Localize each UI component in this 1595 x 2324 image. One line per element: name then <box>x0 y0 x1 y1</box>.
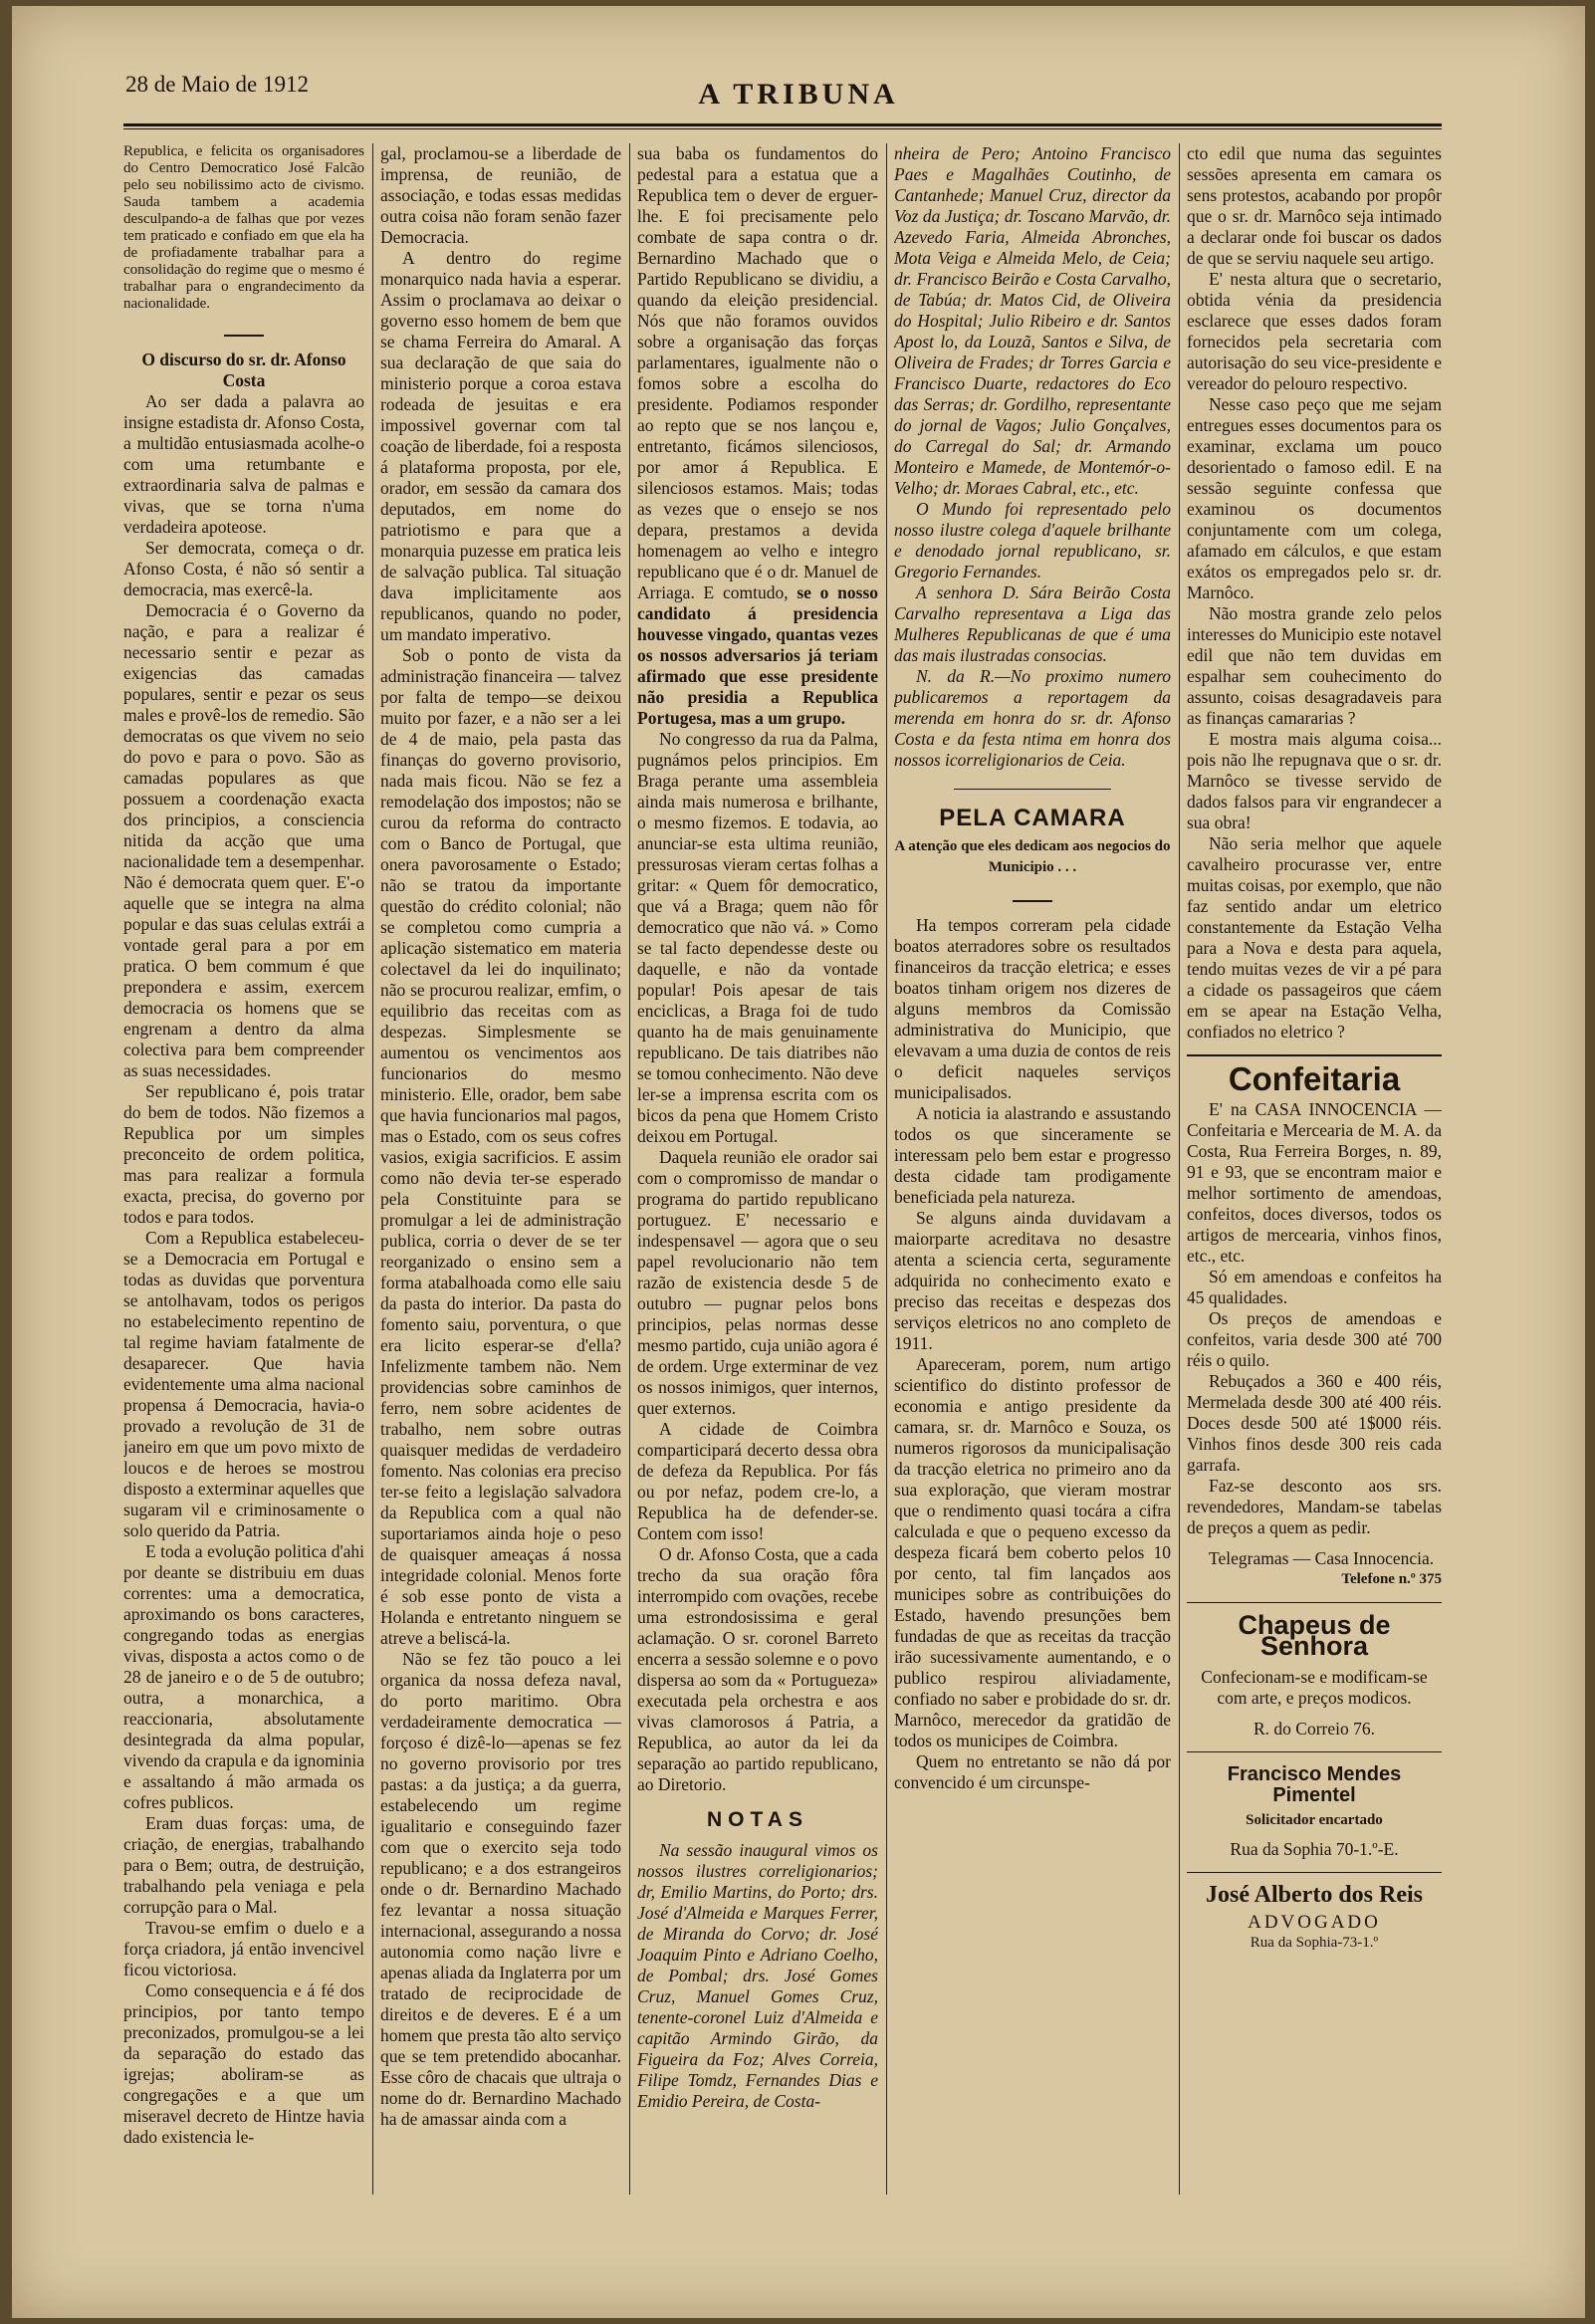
article-paragraph: E toda a evolução politica d'ahi por deante se distribuiu em duas correntes: uma a democratica, aproximando os bons caracteres, congregando todas as energias vivas, disposta a actos como o de 28 de janeiro e o de 5 de outubro; outra, a monarchica, a reaccionaria, absolutamente desintegrada da alma popular, vivendo da crapula e da ignominia e assaltando á mão armada os cofres publicos. <box>123 1541 364 1812</box>
section-title-pela-camara: PELA CAMARA <box>939 805 1126 831</box>
section-subtitle: A atenção que eles dedicam aos negocios do Municipio . . . <box>894 838 1171 875</box>
ornament-divider <box>894 886 1171 907</box>
divider <box>954 789 1111 790</box>
column-1 <box>123 143 364 2195</box>
article-paragraph: A noticia ia alastrando e assustando todos os que sinceramente se interessam pelo bem estar e progresso desta cidade tam prodigamente beneficiada pela natureza. <box>894 1103 1171 1207</box>
article-paragraph: gal, proclamou-se a liberdade de imprensa, de reunião, de associação, e todas essas medidas outra coisa não foram senão fazer Democracia. <box>380 143 621 247</box>
article-paragraph: E' nesta altura que o secretario, obtida vénia da presidencia esclarece que esses dados foram fornecidos pela secretaria com autorisação do seu vice-presidente e vereador do pelouro respectivo. <box>1187 269 1442 393</box>
ornament-divider <box>123 321 364 342</box>
ad-title-chapeus: Chapeus de Senhora <box>1238 1610 1391 1661</box>
article-text: sua baba os fundamentos do pedestal para a estatua que a Republica tem o dever de erguer-lhe. E foi precisamente pelo combate de sapa contra o dr. Bernardino Machado que o Partido Republicano se dividiu, a quando da eleição presidencial. Nós que não foramos ouvidos sobre a organisação das forças parlamentares, igualmente não o fomos sobre a escolha do presidente. Podiamos responder ao repto que se nos lançou e, entretanto, ficámos silenciosos, por amor á Republica. E silenciosos estamos. Mais; todas as vezes que o ensejo se nos depara, prestamos a devida homenagem ao velho e integro republicano que é o dr. Manuel de Arriaga. E comtudo, <box>637 143 878 602</box>
article-paragraph: A cidade de Coimbra comparticipará decerto dessa obra de defeza da Republica. Por fás ou por nefaz, podem cre-lo, a Republica ha de defender-se. Contem com isso! <box>637 1419 878 1543</box>
ad-address: Rua da Sophia 70-1.º-E. <box>1230 1839 1399 1859</box>
article-paragraph: Ser republicano é, pois tratar do bem de todos. Não fizemos a Republica por um simples preconceito de ordem politica, mas para realizar a formula exacta, precisa, do governo por todos e para todos. <box>123 1081 364 1227</box>
section-heading: O discurso do sr. dr. Afonso Costa <box>141 349 346 390</box>
ad-phone: Telefone n.º 375 <box>1341 1571 1442 1587</box>
ad-paragraph: Só em amendoas e confeitos ha 45 qualidades. <box>1187 1267 1442 1307</box>
ad-title-confeitaria: Confeitaria <box>1228 1060 1401 1097</box>
notes-paragraph: A senhora D. Sára Beirão Costa Carvalho representava a Liga das Mulheres Republicanas de que é uma das mais ilustradas consocias. <box>894 582 1171 665</box>
issue-date: 28 de Maio de 1912 <box>125 72 309 97</box>
column-rule <box>886 143 887 2195</box>
column-rule <box>629 143 630 2195</box>
divider <box>1187 1602 1442 1603</box>
ad-name-reis: José Alberto dos Reis <box>1206 1882 1423 1908</box>
ad-telegram: Telegramas — Casa Innocencia. <box>1209 1548 1435 1568</box>
article-paragraph: E mostra mais alguma coisa... pois não lhe repugnava que o sr. dr. Marnôco se tivesse servido de dados falsos para vir engrandecer a sua obra! <box>1187 729 1442 832</box>
notes-paragraph: Na sessão inaugural vimos os nossos ilustres correligionarios; dr, Emilio Martins, do Porto; drs. José d'Almeida e Marques Ferrer, de Miranda do Corvo; dr. José Joaquim Pinto e Adriano Coelho, de Pombal; drs. José Gomes Cruz, Manuel Gomes Cruz, tenente-coronel Luiz d'Almeida e capitão Armindo Girão, da Figueira da Foz; Alves Correia, Filipe Tomdz, Fernandes Dias e Emidio Pereira, de Costa- <box>637 1840 878 2111</box>
article-paragraph: Travou-se emfim o duelo e a força criadora, já então invencivel ficou victoriosa. <box>123 1918 364 1979</box>
article-paragraph: Ao ser dada a palavra ao insigne estadista dr. Afonso Costa, a multidão entusiasmada acolhe-o com uma retumbante e extraordinaria salva de palmas e vivas, que se torna n'uma verdadeira apoteose. <box>123 391 364 537</box>
divider <box>1187 1872 1442 1873</box>
emphasis-text: se o nosso candidato á presidencia houvesse vingado, quantas vezes os nossos adversarios já teriam afirmado que esse presidente não presidia a Republica Portugesa, mas a um grupo. <box>637 582 878 728</box>
article-paragraph: Republica, e felicita os organisadores do Centro Democratico José Falcão pelo seu nobilissimo acto de civismo. Sauda tambem a academia desculpando-a de falhas que por vezes tem praticado e confiado em que ela ha de profiadamente trabalhar para a consolidação do regime que o mesmo é trabalhar para o engrandecimento da nacionalidade. <box>123 143 364 312</box>
divider <box>1187 1054 1442 1056</box>
ad-address: R. do Correio 76. <box>1253 1719 1375 1739</box>
article-paragraph: No congresso da rua da Palma, pugnámos pelos principios. Em Braga perante uma assembleia ainda mais numerosa e brilhante, o mesmo fizemos. E todavia, ao anunciar-se esta ultima reunião, pressurosas vieram certas folhas a gritar: « Quem fôr democratico, que vá a Braga; quem não fôr democratico que não vá. » Como se tal facto dependesse deste ou daquelle, e não da vontade popular! Pois apesar de tais enciclicas, a Braga foi de tudo quanto ha de mais genuinamente republicano. De tais diatribes não se tomou conhecimento. Não deve ler-se a imprensa escrita com os bicos da pena que Homem Cristo deixou em Portugal. <box>637 729 878 1146</box>
ad-paragraph: Os preços de amendoas e confeitos, varia desde 300 até 700 réis o quilo. <box>1187 1308 1442 1370</box>
article-paragraph: Não se fez tão pouco a lei organica da nossa defeza naval, do porto maritimo. Obra verdadeiramente democratica — forçoso é dizê-lo—apenas se fez no governo provisorio por tres pastas: a da justiça; a da guerra, estabelecendo um regime igualitario e conseguindo fazer com que o exercito seja todo republicano; e a dos estrangeiros onde o dr. Bernardino Machado fez levantar a nossa situação internacional, assegurando a nossa autonomia como nação livre e apenas aliada da Inglaterra por um tratado de reciprocidade de direitos e de deveres. E é a um homem que presta tão alto serviço que se tem pretendido abocanhar. Esse côro de chacais que ultraja o nome do dr. Bernardino Machado ha de amassar ainda com a <box>380 1649 621 2129</box>
ad-role: Solicitador encartado <box>1246 1812 1383 1828</box>
article-paragraph: Nesse caso peço que me sejam entregues esses documentos para os examinar, exclama um pouco desorientado o famoso edil. E na sessão seguinte confessa que examinou os documentos conjuntamente com um colega, afamado em cálculos, e que estam exátos os empregados pelo sr. dr. Marnôco. <box>1187 394 1442 602</box>
article-paragraph: Daquela reunião ele orador sai com o compromisso de mandar o programa do partido republicano portuguez. E' necessario e indespensavel — agora que o seu papel revolucionario não tem razão de existencia desde 5 de outubro — pugnar pelos bons principios, pelas normas desse mesmo partido, cuja união agora é de ordem. Urge exterminar de vez os nossos inimigos, quer internos, quer externos. <box>637 1147 878 1418</box>
divider <box>1187 1751 1442 1752</box>
column-rule <box>1179 143 1180 2195</box>
ad-paragraph: Rebuçados a 360 e 400 réis, Mermelada desde 300 até 400 réis. Doces desde 500 até 1$000 réis. Vinhos finos desde 300 reis cada garrafa. <box>1187 1371 1442 1475</box>
article-paragraph: Eram duas forças: uma, de criação, de energias, trabalhando para o Bem; outra, de destruição, trabalhando pela veniaga e pela corrupção para o Mal. <box>123 1813 364 1917</box>
column-4 <box>894 143 1171 2195</box>
ad-paragraph: Confecionam-se e modificam-se com arte, e preços modicos. <box>1201 1667 1428 1708</box>
article-paragraph: cto edil que numa das seguintes sessões apresenta em camara os sens protestos, acabando por propôr que o sr. dr. Marnôco seja intimado a declarar onde foi buscar os dados de que se serviu naquele seu artigo. <box>1187 143 1442 268</box>
column-3 <box>637 143 878 2195</box>
article-paragraph: Se alguns ainda duvidavam a maiorparte acreditava no desastre atenta a sciencia certa, seguramente adquirida no conhecimento exato e preciso das receitas e despezas dos serviços eletricos no ano completo de 1911. <box>894 1208 1171 1353</box>
article-paragraph: Ha tempos correram pela cidade boatos aterradores sobre os resultados financeiros da tracção eletrica; e esses boatos tinham origem nos dizeres de alguns membros da Comissão administrativa do Municipio, que elevavam a uma duzia de contos de reis o deficit naqueles serviços municipalisados. <box>894 915 1171 1102</box>
article-paragraph: Não seria melhor que aquele cavalheiro procurasse ver, entre muitas coisas, por exemplo, que não faz sentido andar um eletrico constantemente da Estação Velha para a Nova e desta para aquela, tendo muitas vezes de vir a pé para a cidade os passageiros que cáem em se apear na Estação Velha, confiados no eletrico ? <box>1187 833 1442 1042</box>
article-paragraph: Apareceram, porem, num artigo scientifico do distinto professor de economia e antigo presidente da camara, sr. dr. Marnôco e Souza, os numeros rigorosos da municipalisação da tracção eletrica no primeiro ano da sua exploração, que vieram mostrar que o rendimento quasi tocára a cifra calculada e que o pequeno excesso da despeza ficará bem coberto pelos 10 por cento, tal fim lançados aos municipes sobre as contribuições do Estado, havendo presunções bem fundadas de que as receitas da tracção irão sucessivamente aumentando, e o publico respirou aliviadamente, confiado no saber e probidade do sr. dr. Marnôco, merecedor da gratidão de todos os municipes de Coimbra. <box>894 1354 1171 1750</box>
article-paragraph: Como consequencia e á fé dos principios, por tanto tempo preconizados, promulgou-se a lei da separação do estado das igrejas; aboliram-se as congregações e a que um miseravel decreto de Hintze havia dado existencia le- <box>123 1980 364 2147</box>
notes-paragraph: O Mundo foi representado pelo nosso ilustre colega d'aquele brilhante e denodado jornal republicano, sr. Gregorio Fernandes. <box>894 499 1171 581</box>
column-2 <box>380 143 621 2195</box>
article-paragraph: Ser democrata, começa o dr. Afonso Costa, é não só sentir a democracia, mas exercê-la. <box>123 538 364 599</box>
article-paragraph: O dr. Afonso Costa, que a cada trecho da sua oração fôra interrompido com ovações, recebe uma estrondosissima e geral aclamação. O sr. coronel Barreto encerra a sessão solemne e o povo dispersa ao som da « Portugueza» executada pela orchestra e aos vivas clamorosos á Patria, a Republica, ao autor da lei da separação ao partido republicano, ao Diretorio. <box>637 1544 878 1794</box>
ad-paragraph: E' na CASA INNOCENCIA —Confeitaria e Mercearia de M. A. da Costa, Rua Ferreira Borges, n. 89, 91 e 93, que se encontram maior e melhor sortimento de amendoas, confeitos, doces diversos, todos os artigos de mercearia, vinhos finos, etc., etc. <box>1187 1099 1442 1266</box>
article-paragraph: A dentro do regime monarquico nada havia a esperar. Assim o proclamava ao deixar o governo esso homem de bem que se chama Ferreira do Amaral. A sua declaração de que saia do ministerio porque a coroa estava rodeada de jesuitas e era impossivel governar com tal coação de liberdade, foi a resposta á plataforma proposta, por ele, orador, em sessão da camara dos deputados, em nome do patriotismo e para que a monarquia puzesse em pratica leis de salvação publica. Tal situação dava implicitamente aos republicanos, quando no poder, um mandato imperativo. <box>380 248 621 644</box>
article-paragraph <box>637 143 878 729</box>
article-paragraph: Democracia é o Governo da nação, e para a realizar é necessario sentir e pezar as exigencias das camadas populares, sentir e pezar os seus males e provê-los de remedio. São democratas os que vivem no seio do povo e para o povo. São as camadas populares as que possuem a coordenação exacta dos principios, a consciencia nitida da acção que uma nacionalidade tem a desempenhar. Não é democrata quem quer. E'-o aquelle que se integra na alma popular e das suas celulas extrái a vontade geral para a por em pratica. O bem commum é que prepondera e assim, exercem democracia os homens que se engrenam a dentro da alma colectiva para bem compreender as suas necessidades. <box>123 600 364 1080</box>
article-paragraph: Com a Republica estabeleceu-se a Democracia em Portugal e todas as duvidas que porventura se antolhavam, todos os perigos no estabelecimento repentino de tal regime haviam fatalmente de desaparecer. Que havia evidentemente uma alma nacional propensa á Democracia, havia-o provado a revolução de 31 de janeiro em que um povo mixto de loucos e de heroes se mostrou disposto a exterminar aquelles que sugaram vil e criminosamente o solo querido da Patria. <box>123 1228 364 1540</box>
article-paragraph: Não mostra grande zelo pelos interesses do Municipio este notavel edil que não tem duvidas em espalhar sem couhecimento do assunto, coisas desagradaveis para as finanças camararias ? <box>1187 603 1442 728</box>
ad-role: ADVOGADO <box>1248 1912 1381 1933</box>
column-5 <box>1187 143 1442 2195</box>
editor-note: N. da R.—No proximo numero publicaremos a reportagem da merenda em honra do sr. dr. Afonso Costa e da festa ntima em honra dos nossos icorreligionarios de Ceia. <box>894 666 1171 770</box>
ad-address: Rua da Sophia-73-1.º <box>1250 1935 1379 1951</box>
notes-heading: NOTAS <box>707 1808 808 1831</box>
article-paragraph: Sob o ponto de vista da administração financeira — talvez por falta de tempo—se deixou muito por fazer, e a não ser a lei de 4 de maio, pela pasta das finanças do governo provisorio, nada mais ficou. Não se fez a remodelação dos impostos; não se curou da reforma do contracto com o Banco de Portugal, que onera pavorosamente o Estado; não se tratou da importante questão do crédito colonial; não se completou como cumpria a aplicação sistematico em materia colectavel da lei do inquilinato; não se procurou realizar, emfim, o equilibrio das receitas com as despezas. Simplesmente se aumentou os vencimentos aos funcionarios do mesmo ministerio. Elle, orador, bem sabe que havia funcionarios mal pagos, mas o Estado, com os seus cofres vasios, exigia sacrificios. E assim como não devia ter-se esperado pela Constituinte para se promulgar a lei de administração publica, corria o dever de se ter reorganizado o ensino sem a forma atabalhoada como elle saiu da pasta do interior. Da pasta do fomento saiu, porventura, o que era licito esperar-se d'ella? Infelizmente tambem não. Nem providencias sobre caminhos de ferro, nem sobre acidentes de trabalho, nem sobre outras quaisquer medidas de verdadeiro fomento. Nas colonias era preciso ter-se feito a legislação salvadora da Republica com a qual não suportariamos ainda hoje o peso de quaisquer ameaças á nossa integridade colonial. Menos forte é sob esse ponto de vista a Holanda e entretanto ninguem se atreve a beliscá-la. <box>380 645 621 1648</box>
header-rule <box>123 123 1442 129</box>
ad-name-pimentel: Francisco Mendes Pimentel <box>1227 1763 1402 1806</box>
newspaper-page <box>12 6 1585 2318</box>
masthead-title: A TRIBUNA <box>698 78 899 111</box>
ad-paragraph: Faz-se desconto aos srs. revendedores, Mandam-se tabelas de preços a quem as pedir. <box>1187 1476 1442 1537</box>
notes-paragraph: nheira de Pero; Antoino Francisco Paes e Magalhães Coutinho, de Cantanhede; Manuel Cruz, director da Voz da Justiça; dr. Toscano Marvão, dr. Azevedo Faria, Almeida Abronches, Mota Veiga e Almeida Melo, de Ceia; dr. Francisco Beirão e Costa Carvalho, de Tabúa; dr. Matos Cid, de Oliveira do Hospital; Julio Ribeiro e dr. Santos Apost lo, da Louzã, Santos e Silva, de Oliveira de Frades; dr Torres Garcia e Francisco Duarte, redactores do Eco das Serras; dr. Gordilho, representante do jornal de Vagos; Julio Gonçalves, do Carregal do Sal; dr. Armando Monteiro e Mamede, de Montemór-o-Velho; dr. Moraes Cabral, etc., etc. <box>894 143 1171 498</box>
article-paragraph: Quem no entretanto se não dá por convencido é um circunspe- <box>894 1751 1171 1792</box>
column-rule <box>372 143 373 2195</box>
